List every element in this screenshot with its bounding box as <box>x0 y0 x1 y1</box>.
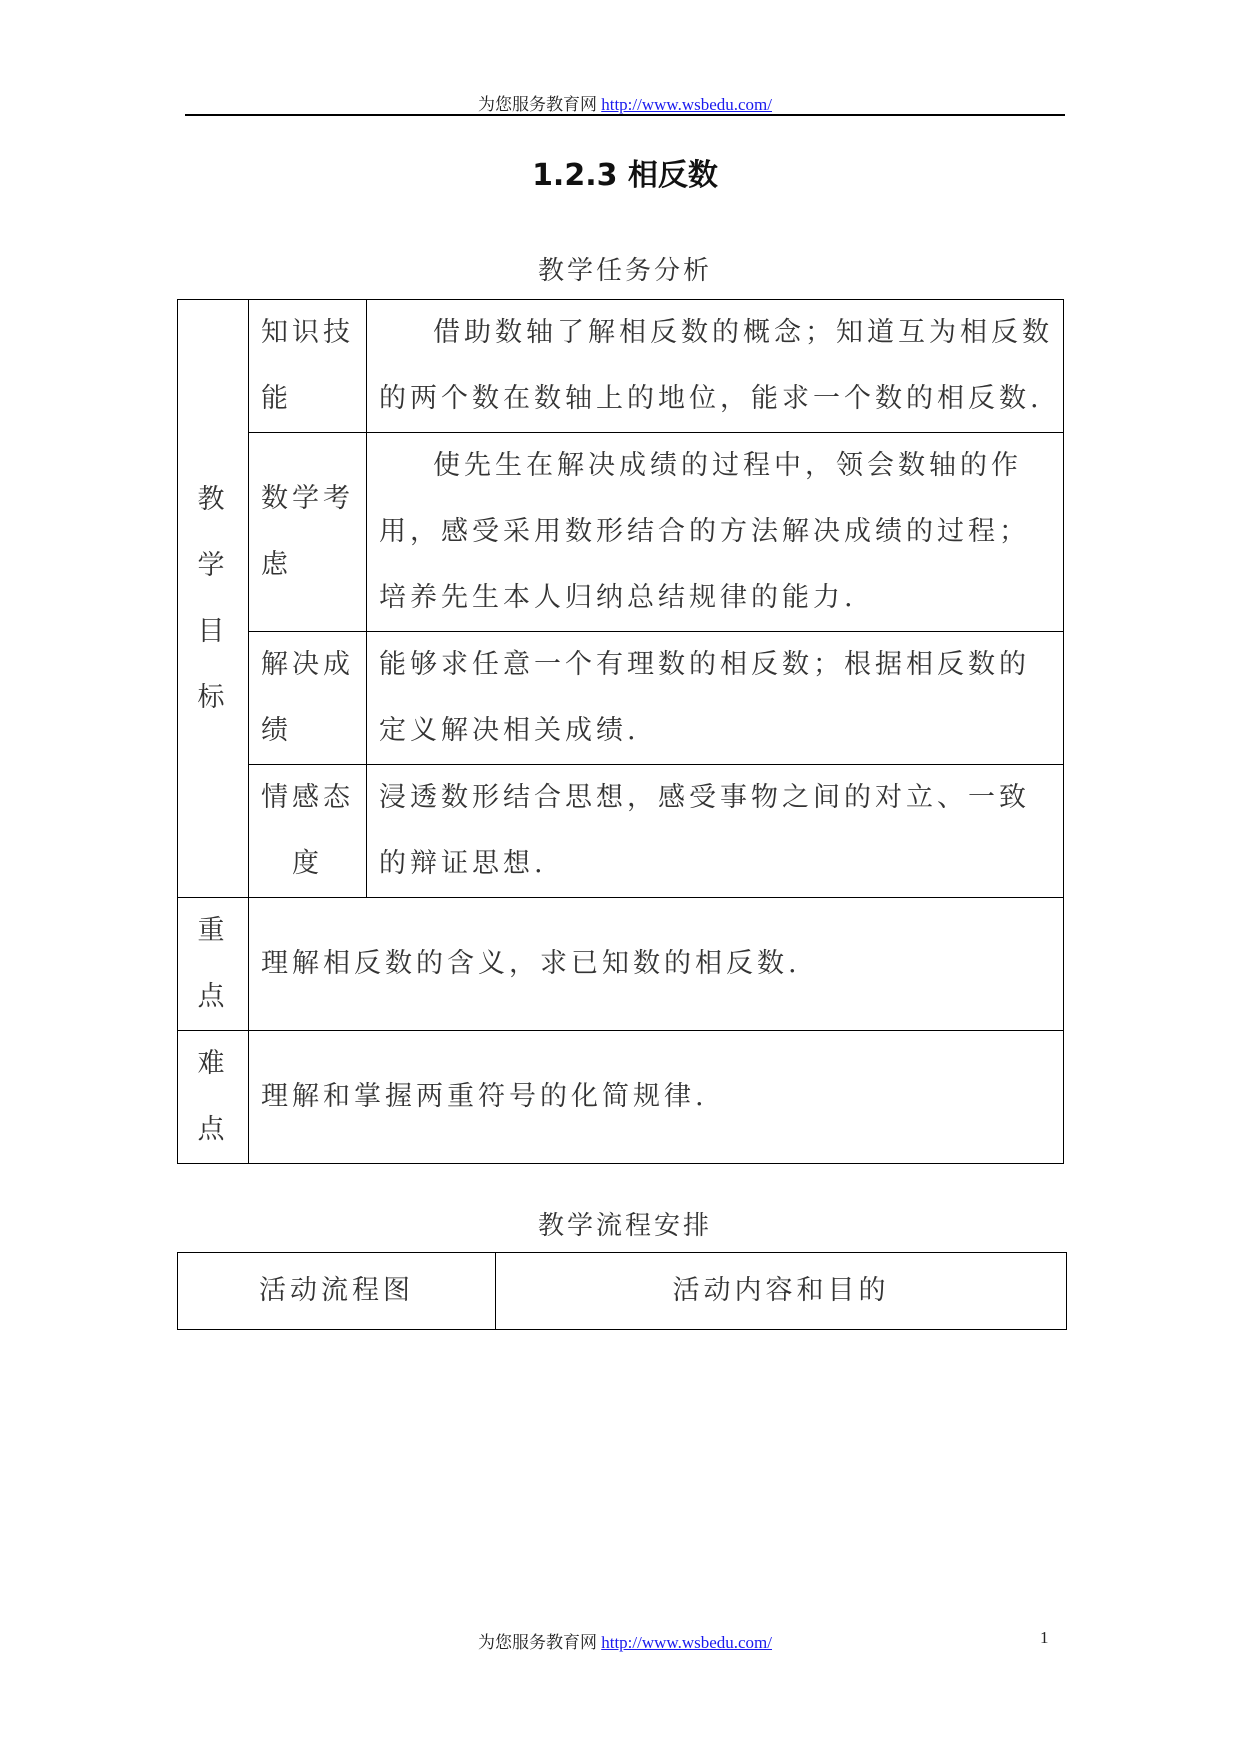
flow-col-chart: 活动流程图 <box>178 1253 496 1330</box>
page-footer <box>185 1628 1065 1653</box>
page-title: 1.2.3 相反数 <box>532 158 718 193</box>
goal-content-attitude: 浸透数形结合思想，感受事物之间的对立、一致的辩证思想. <box>367 765 1064 898</box>
difficulty-label <box>178 1031 249 1164</box>
analysis-table <box>177 299 1064 1164</box>
analysis-heading: 教学任务分析 <box>537 256 712 286</box>
flow-heading: 教学流程安排 <box>537 1211 712 1241</box>
goal-content-knowledge: 借助数轴了解相反数的概念；知道互为相反数的两个数在数轴上的地位，能求一个数的相反数. <box>367 300 1064 433</box>
goal-label-thinking: 数学考虑 <box>249 433 367 632</box>
goal-content-problem: 能够求任意一个有理数的相反数；根据相反数的定义解决相关成绩. <box>367 632 1064 765</box>
footer-text: 为您服务教育网 <box>477 1633 602 1652</box>
goals-label <box>178 300 249 898</box>
goal-content-thinking: 使先生在解决成绩的过程中，领会数轴的作用，感受采用数形结合的方法解决成绩的过程；培养先生本人归纳总结规律的能力. <box>367 433 1064 632</box>
key-point-content: 理解相反数的含义，求已知数的相反数. <box>249 898 1064 1031</box>
flow-col-content: 活动内容和目的 <box>496 1253 1067 1330</box>
header-text: 为您服务教育网 <box>477 95 602 114</box>
difficulty-content: 理解和掌握两重符号的化简规律. <box>249 1031 1064 1164</box>
goal-label-attitude: 情感态度 <box>249 765 367 898</box>
goals-label-text: 教 学 目 标 <box>197 483 229 713</box>
page-header <box>185 90 1065 115</box>
difficulty-label-text: 难 点 <box>197 1048 229 1145</box>
header-link[interactable]: http://www.wsbedu.com/ <box>601 95 773 114</box>
page-number: 1 <box>1040 1628 1049 1647</box>
goal-label-knowledge: 知识技能 <box>249 300 367 433</box>
footer-link[interactable]: http://www.wsbedu.com/ <box>601 1633 773 1652</box>
goal-label-problem: 解决成绩 <box>249 632 367 765</box>
header-divider <box>185 114 1065 116</box>
key-point-label <box>178 898 249 1031</box>
key-point-label-text: 重 点 <box>197 915 229 1012</box>
flow-table <box>177 1252 1067 1330</box>
